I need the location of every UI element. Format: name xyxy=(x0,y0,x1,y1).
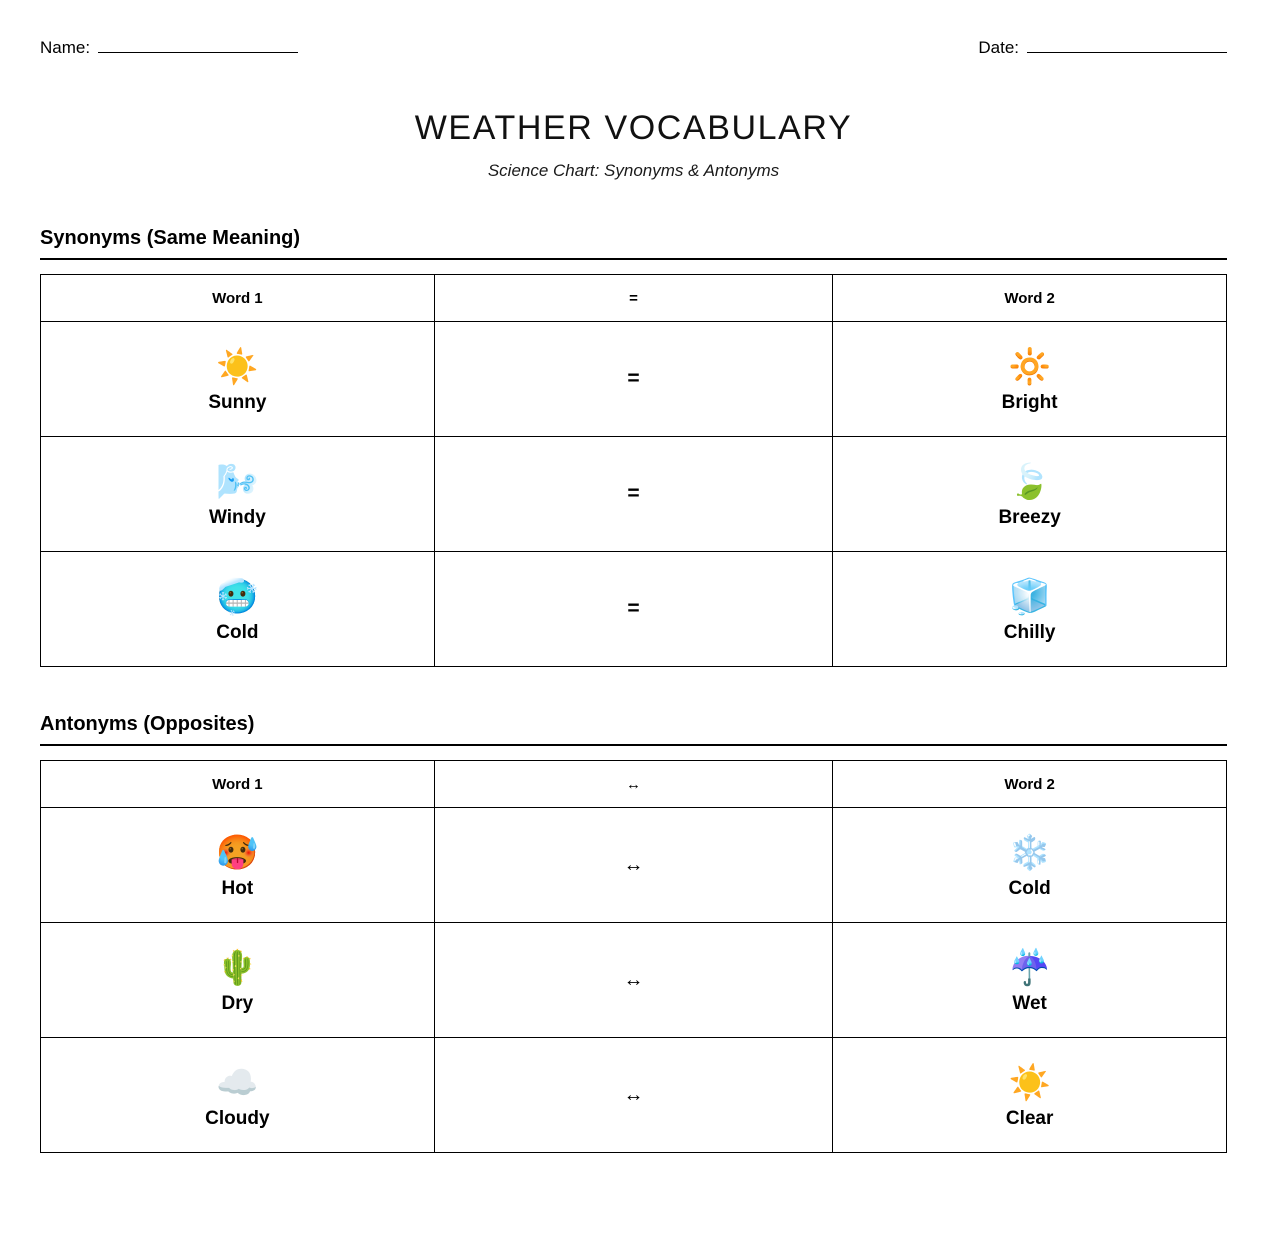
word2-cell xyxy=(833,923,1227,1038)
wind-face-icon: 🌬️ xyxy=(216,462,259,501)
section-heading-synonyms: Synonyms (Same Meaning) xyxy=(40,227,1227,260)
column-header-word1: Word 1 xyxy=(41,275,435,322)
section-synonyms xyxy=(40,227,1227,667)
page-subtitle: Science Chart: Synonyms & Antonyms xyxy=(487,161,780,181)
hot-face-icon: 🥵 xyxy=(216,833,259,872)
table-row xyxy=(41,808,1227,923)
word-label: Clear xyxy=(1005,1107,1054,1129)
table-row xyxy=(41,437,1227,552)
column-header-relation xyxy=(434,761,832,808)
relation-cell xyxy=(434,552,832,667)
left-right-arrow-icon: ↔ xyxy=(623,853,644,876)
ice-cube-icon: 🧊 xyxy=(1008,577,1051,616)
word-label: Hot xyxy=(221,877,254,899)
column-header-relation xyxy=(434,275,832,322)
word2-cell xyxy=(833,1038,1227,1153)
cloud-icon: ☁️ xyxy=(216,1063,259,1102)
word2-cell xyxy=(833,808,1227,923)
word1-cell xyxy=(41,552,435,667)
word-label: Wet xyxy=(1012,992,1047,1014)
cold-face-icon: 🥶 xyxy=(216,577,259,616)
table-header-row xyxy=(41,761,1227,808)
name-label: Name: xyxy=(40,38,91,57)
section-antonyms xyxy=(40,713,1227,1153)
word2-cell xyxy=(833,322,1227,437)
word1-cell xyxy=(41,322,435,437)
column-header-word1: Word 1 xyxy=(41,761,435,808)
antonyms-table xyxy=(40,760,1227,1153)
sun-icon: ☀️ xyxy=(216,347,259,386)
word-label: Breezy xyxy=(998,506,1061,528)
word1-cell xyxy=(41,437,435,552)
student-info-row xyxy=(40,0,1227,68)
synonyms-table xyxy=(40,274,1227,667)
word-label: Windy xyxy=(208,506,266,528)
name-write-line[interactable] xyxy=(98,38,298,53)
word-label: Dry xyxy=(221,992,254,1014)
table-row xyxy=(41,923,1227,1038)
relation-cell xyxy=(434,1038,832,1153)
word1-cell xyxy=(41,808,435,923)
word2-cell xyxy=(833,552,1227,667)
title-block xyxy=(40,110,1227,181)
date-label: Date: xyxy=(978,38,1019,57)
column-header-word2: Word 2 xyxy=(833,761,1227,808)
word-label: Cold xyxy=(1008,877,1051,899)
umbrella-rain-icon: ☔ xyxy=(1008,948,1051,987)
table-row xyxy=(41,322,1227,437)
snowflake-icon: ❄️ xyxy=(1008,833,1051,872)
relation-cell xyxy=(434,923,832,1038)
word-label: Chilly xyxy=(1003,621,1056,643)
equals-icon: = xyxy=(627,597,640,621)
left-right-arrow-icon: ↔ xyxy=(623,1083,644,1106)
relation-cell xyxy=(434,808,832,923)
relation-cell xyxy=(434,322,832,437)
equals-icon: = xyxy=(627,367,640,391)
left-right-arrow-icon: ↔ xyxy=(625,775,641,793)
date-field xyxy=(978,38,1227,58)
word1-cell xyxy=(41,923,435,1038)
date-write-line[interactable] xyxy=(1027,38,1227,53)
word-label: Cold xyxy=(216,621,259,643)
word-label: Bright xyxy=(1001,391,1058,413)
table-row xyxy=(41,552,1227,667)
brightness-icon: 🔆 xyxy=(1008,347,1051,386)
table-header-row xyxy=(41,275,1227,322)
cactus-icon: 🌵 xyxy=(216,948,259,987)
word-label: Sunny xyxy=(208,391,267,413)
equals-icon: = xyxy=(629,289,638,307)
equals-icon: = xyxy=(627,482,640,506)
sun-icon: ☀️ xyxy=(1008,1063,1051,1102)
section-heading-antonyms: Antonyms (Opposites) xyxy=(40,713,1227,746)
word-label: Cloudy xyxy=(205,1107,270,1129)
table-row xyxy=(41,1038,1227,1153)
word2-cell xyxy=(833,437,1227,552)
page-title: WEATHER VOCABULARY xyxy=(414,109,853,147)
left-right-arrow-icon: ↔ xyxy=(623,968,644,991)
word1-cell xyxy=(41,1038,435,1153)
leaf-fluttering-icon: 🍃 xyxy=(1008,462,1051,501)
relation-cell xyxy=(434,437,832,552)
name-field xyxy=(40,38,298,58)
column-header-word2: Word 2 xyxy=(833,275,1227,322)
